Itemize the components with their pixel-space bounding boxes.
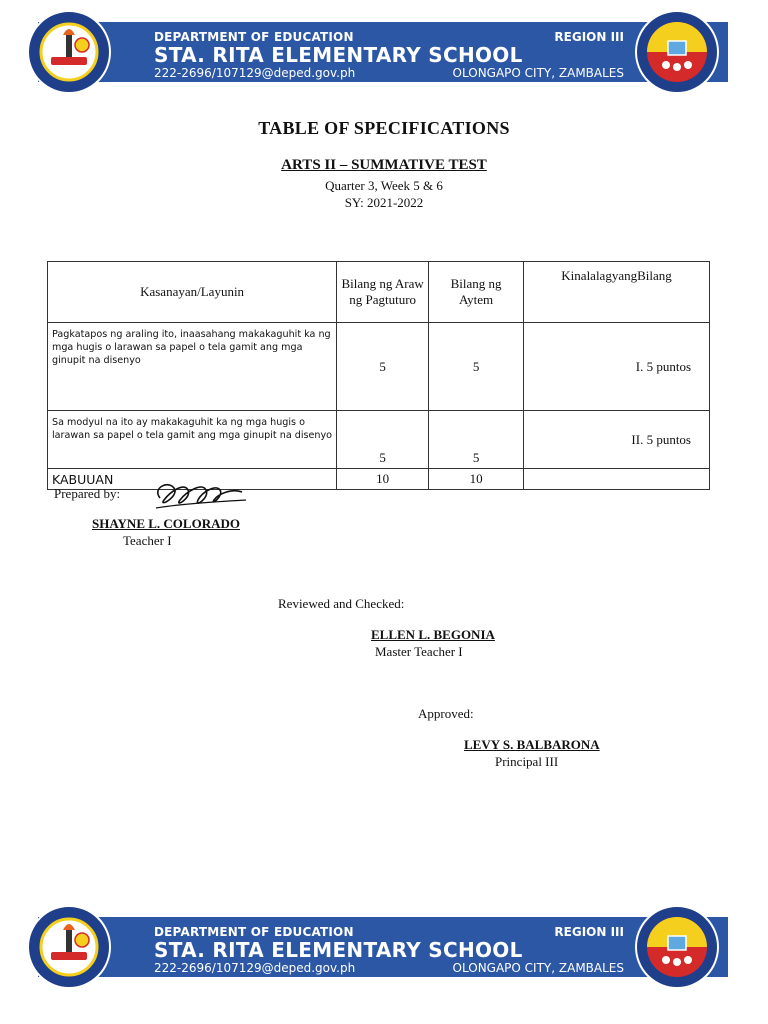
table-row — [48, 411, 710, 469]
school-name: STA. RITA ELEMENTARY SCHOOL — [154, 43, 523, 67]
table-total-row — [48, 469, 710, 490]
division-seal-icon — [634, 9, 720, 95]
school-year-label: SY: 2021-2022 — [344, 195, 424, 210]
row-items: 5 — [429, 411, 524, 469]
total-placement — [524, 469, 710, 490]
row-days: 5 — [337, 411, 429, 469]
department-name: DEPARTMENT OF EDUCATION — [154, 30, 354, 44]
reviewed-title: Master Teacher I — [375, 644, 463, 659]
row-objective: Sa modyul na ito ay makakaguhit ka ng mga hugis o larawan sa papel o tela gamit ang mga ginupit na disenyo — [48, 411, 337, 469]
approved-title: Principal III — [495, 754, 559, 769]
row-placement: I. 5 puntos — [524, 323, 710, 411]
prepared-name: SHAYNE L. COLORADO — [92, 516, 240, 531]
total-label: KABUUAN — [48, 469, 337, 490]
header-days: Bilang ng Araw ng Pagtuturo — [337, 262, 429, 323]
row-objective: Pagkatapos ng araling ito, inaasahang makakaguhit ka ng mga hugis o larawan sa papel o tela gamit ang mga ginupit na disenyo — [48, 323, 337, 411]
prepared-label: Prepared by: — [54, 486, 121, 501]
header-items: Bilang ng Aytem — [429, 262, 524, 323]
row-placement: II. 5 puntos — [524, 411, 710, 469]
school-name: STA. RITA ELEMENTARY SCHOOL — [154, 938, 523, 962]
letterhead-banner — [38, 22, 728, 82]
region-label: REGION III — [554, 30, 624, 44]
table-header-row — [48, 262, 710, 323]
header-placement: KinalalagyangBilang — [524, 262, 710, 323]
approved-name: LEVY S. BALBARONA — [464, 737, 600, 752]
footer-banner — [38, 917, 728, 977]
header-objective: Kasanayan/Layunin — [48, 262, 337, 323]
document-title: TABLE OF SPECIFICATIONS — [258, 118, 510, 138]
school-seal-icon — [26, 9, 112, 95]
quarter-label: Quarter 3, Week 5 & 6 — [325, 178, 443, 193]
prepared-title: Teacher I — [123, 533, 172, 548]
row-items: 5 — [429, 323, 524, 411]
contact-info: 222-2696/107129@deped.gov.ph — [154, 961, 356, 975]
table-row — [48, 323, 710, 411]
department-name: DEPARTMENT OF EDUCATION — [154, 925, 354, 939]
city-label: OLONGAPO CITY, ZAMBALES — [452, 961, 624, 975]
total-days: 10 — [337, 469, 429, 490]
school-seal-icon — [26, 904, 112, 990]
city-label: OLONGAPO CITY, ZAMBALES — [452, 66, 624, 80]
region-label: REGION III — [554, 925, 624, 939]
document-subtitle: ARTS II – SUMMATIVE TEST — [281, 157, 487, 173]
reviewed-name: ELLEN L. BEGONIA — [371, 627, 495, 642]
contact-info: 222-2696/107129@deped.gov.ph — [154, 66, 356, 80]
approved-label: Approved: — [418, 706, 474, 721]
reviewed-label: Reviewed and Checked: — [278, 596, 405, 611]
division-seal-icon — [634, 904, 720, 990]
signature-icon — [150, 478, 250, 512]
total-items: 10 — [429, 469, 524, 490]
specifications-table — [47, 261, 710, 490]
row-days: 5 — [337, 323, 429, 411]
